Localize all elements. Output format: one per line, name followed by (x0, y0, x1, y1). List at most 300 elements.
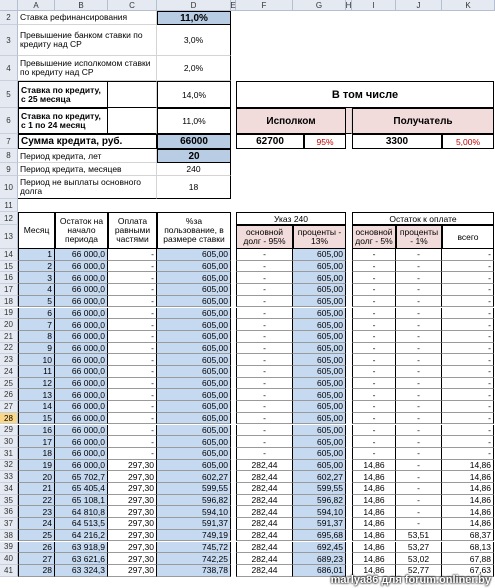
header-pct13[interactable]: проценты - 13% (293, 225, 346, 249)
cell-m[interactable]: 14 (18, 401, 55, 413)
row-header[interactable]: 19 (0, 308, 18, 320)
cell-c[interactable]: - (108, 261, 157, 273)
cell-f[interactable]: - (236, 366, 293, 378)
row-header[interactable]: 28 (0, 413, 18, 425)
header-month[interactable]: Месяц (18, 212, 55, 249)
column-header-5[interactable]: F (236, 0, 293, 11)
cell-j[interactable]: 52,77 (396, 565, 442, 577)
cell-m[interactable]: 28 (18, 565, 55, 577)
cell-i[interactable]: 14,86 (352, 460, 396, 472)
rate1-24-value[interactable]: 11,0% (157, 108, 231, 134)
cell-c[interactable]: - (108, 425, 157, 437)
cell-m[interactable]: 11 (18, 366, 55, 378)
cell-m[interactable]: 22 (18, 495, 55, 507)
cell-m[interactable]: 25 (18, 530, 55, 542)
cell-g[interactable]: 599,55 (293, 483, 346, 495)
cell-c[interactable]: - (108, 448, 157, 460)
cell-f[interactable]: - (236, 413, 293, 425)
cell-i[interactable]: - (352, 296, 396, 308)
cell-f[interactable]: 282,44 (236, 530, 293, 542)
cell-f[interactable]: - (236, 296, 293, 308)
cell-k[interactable]: 14,86 (442, 518, 494, 530)
cell-j[interactable]: - (396, 389, 442, 401)
cell-b[interactable]: 66 000,0 (55, 413, 108, 425)
column-header-6[interactable]: G (293, 0, 346, 11)
cell-b[interactable]: 66 000,0 (55, 331, 108, 343)
cell-b[interactable]: 63 324,3 (55, 565, 108, 577)
cell-d[interactable]: 605,00 (157, 343, 231, 355)
cell-i[interactable]: 14,86 (352, 530, 396, 542)
cell-j[interactable]: - (396, 249, 442, 261)
rate25-value[interactable]: 14,0% (157, 81, 231, 108)
row-header[interactable]: 41 (0, 565, 18, 577)
header-total[interactable]: всего (442, 225, 494, 249)
cell-f[interactable]: - (236, 448, 293, 460)
cell-m[interactable]: 4 (18, 284, 55, 296)
cell-b[interactable]: 66 000,0 (55, 354, 108, 366)
column-header-10[interactable]: K (442, 0, 495, 11)
refinance-value[interactable]: 11,0% (157, 11, 231, 25)
row-header[interactable]: 4 (0, 56, 18, 81)
cell-f[interactable]: - (236, 249, 293, 261)
cell-i[interactable]: - (352, 331, 396, 343)
row-header[interactable]: 15 (0, 261, 18, 273)
cell-b[interactable]: 65 405,4 (55, 483, 108, 495)
cell-g[interactable]: 692,45 (293, 542, 346, 554)
cell-k[interactable]: - (442, 343, 494, 355)
cell-k[interactable]: - (442, 319, 494, 331)
cell-f[interactable]: 282,44 (236, 471, 293, 483)
cell-i[interactable]: - (352, 389, 396, 401)
incl-exec-pct[interactable]: 95% (304, 134, 346, 149)
header-main5[interactable]: основной долг - 5% (352, 225, 396, 249)
cell-b[interactable]: 64 513,5 (55, 518, 108, 530)
cell-k[interactable]: 67,88 (442, 553, 494, 565)
cell-g[interactable]: 605,00 (293, 343, 346, 355)
cell-j[interactable]: 53,02 (396, 553, 442, 565)
cell-k[interactable]: - (442, 378, 494, 390)
cell-c[interactable]: - (108, 378, 157, 390)
cell-g[interactable]: 605,00 (293, 331, 346, 343)
row-header[interactable]: 27 (0, 401, 18, 413)
cell-b[interactable]: 65 702,7 (55, 471, 108, 483)
cell-k[interactable]: - (442, 366, 494, 378)
column-header-2[interactable]: C (108, 0, 157, 11)
cell-b[interactable]: 66 000,0 (55, 261, 108, 273)
cell-d[interactable]: 599,55 (157, 483, 231, 495)
cell-g[interactable]: 605,00 (293, 319, 346, 331)
cell-g[interactable]: 605,00 (293, 460, 346, 472)
cell-g[interactable]: 594,10 (293, 506, 346, 518)
cell-g[interactable]: 605,00 (293, 389, 346, 401)
cell-c[interactable]: - (108, 354, 157, 366)
row-header[interactable]: 8 (0, 149, 18, 163)
cell-i[interactable]: - (352, 366, 396, 378)
cell-i[interactable]: - (352, 343, 396, 355)
cell-f[interactable]: - (236, 354, 293, 366)
cell-k[interactable]: - (442, 296, 494, 308)
cell-k[interactable]: - (442, 261, 494, 273)
row-header[interactable]: 16 (0, 272, 18, 284)
row-header[interactable]: 9 (0, 163, 18, 176)
cell-d[interactable]: 749,19 (157, 530, 231, 542)
cell-g[interactable]: 596,82 (293, 495, 346, 507)
cell-k[interactable]: 14,86 (442, 471, 494, 483)
row-header[interactable]: 25 (0, 378, 18, 390)
cell-k[interactable]: - (442, 272, 494, 284)
column-header-0[interactable]: A (18, 0, 55, 11)
cell-b[interactable]: 66 000,0 (55, 366, 108, 378)
cell-j[interactable]: - (396, 413, 442, 425)
row-header[interactable]: 35 (0, 495, 18, 507)
cell-b[interactable]: 66 000,0 (55, 436, 108, 448)
period-months-label[interactable]: Период кредита, месяцев (18, 163, 157, 176)
cell-j[interactable]: - (396, 518, 442, 530)
row-header[interactable]: 39 (0, 542, 18, 554)
cell-b[interactable]: 66 000,0 (55, 272, 108, 284)
header-balance[interactable]: Остаток на начало периода (55, 212, 108, 249)
cell-d[interactable]: 605,00 (157, 261, 231, 273)
cell-c[interactable]: - (108, 284, 157, 296)
cell-k[interactable]: 14,86 (442, 460, 494, 472)
cell-i[interactable]: - (352, 308, 396, 320)
cell-i[interactable]: 14,86 (352, 565, 396, 577)
column-header-4[interactable]: E (230, 0, 236, 10)
cell-d[interactable]: 605,00 (157, 436, 231, 448)
cell-m[interactable]: 9 (18, 343, 55, 355)
cell-b[interactable]: 65 108,1 (55, 495, 108, 507)
cell-d[interactable]: 745,72 (157, 542, 231, 554)
cell-g[interactable]: 686,01 (293, 565, 346, 577)
incl-recv-label[interactable]: Получатель (352, 108, 494, 134)
header-pct1[interactable]: проценты - 1% (396, 225, 442, 249)
row-header[interactable]: 20 (0, 319, 18, 331)
cell-d[interactable]: 596,82 (157, 495, 231, 507)
cell-i[interactable]: 14,86 (352, 542, 396, 554)
cell-f[interactable]: - (236, 378, 293, 390)
cell-i[interactable]: - (352, 401, 396, 413)
cell-j[interactable]: - (396, 483, 442, 495)
cell-b[interactable]: 66 000,0 (55, 401, 108, 413)
cell-d[interactable]: 605,00 (157, 401, 231, 413)
cell-m[interactable]: 27 (18, 553, 55, 565)
cell-g[interactable]: 602,27 (293, 471, 346, 483)
cell-g[interactable]: 605,00 (293, 448, 346, 460)
row-header[interactable]: 13 (0, 225, 18, 249)
cell-d[interactable]: 605,00 (157, 366, 231, 378)
cell-k[interactable]: - (442, 308, 494, 320)
row-header[interactable]: 6 (0, 108, 18, 134)
cell-d[interactable]: 605,00 (157, 308, 231, 320)
cell-d[interactable]: 605,00 (157, 272, 231, 284)
cell-m[interactable]: 21 (18, 483, 55, 495)
incl-recv-pct[interactable]: 5,00% (442, 134, 494, 149)
cell-m[interactable]: 19 (18, 460, 55, 472)
period-months-value[interactable]: 240 (157, 163, 231, 176)
cell-d[interactable]: 605,00 (157, 319, 231, 331)
header-remain[interactable]: Остаток к оплате (352, 212, 494, 225)
cell-g[interactable]: 605,00 (293, 249, 346, 261)
cell-f[interactable]: 282,44 (236, 542, 293, 554)
incl-title[interactable]: В том числе (236, 81, 494, 108)
cell-m[interactable]: 3 (18, 272, 55, 284)
cell-b[interactable]: 64 216,2 (55, 530, 108, 542)
cell-m[interactable]: 17 (18, 436, 55, 448)
header-interest[interactable]: %за пользование, в размере ставки (157, 212, 231, 249)
cell-b[interactable]: 66 000,0 (55, 425, 108, 437)
cell-f[interactable]: 282,44 (236, 518, 293, 530)
cell-m[interactable]: 5 (18, 296, 55, 308)
row-header[interactable]: 37 (0, 518, 18, 530)
cell-i[interactable]: 14,86 (352, 483, 396, 495)
cell-m[interactable]: 10 (18, 354, 55, 366)
cell-g[interactable]: 605,00 (293, 354, 346, 366)
cell-g[interactable]: 605,00 (293, 261, 346, 273)
cell-j[interactable]: - (396, 366, 442, 378)
cell-k[interactable]: - (442, 413, 494, 425)
cell-m[interactable]: 2 (18, 261, 55, 273)
cell-c[interactable]: 297,30 (108, 506, 157, 518)
cell-m[interactable]: 12 (18, 378, 55, 390)
cell-j[interactable]: - (396, 378, 442, 390)
cell-g[interactable]: 605,00 (293, 284, 346, 296)
row-header[interactable]: 12 (0, 212, 18, 225)
cell-j[interactable]: 53,51 (396, 530, 442, 542)
cell-c[interactable]: - (108, 272, 157, 284)
row-header[interactable]: 3 (0, 25, 18, 56)
cell-c[interactable]: - (108, 308, 157, 320)
cell-j[interactable]: - (396, 261, 442, 273)
cell-i[interactable]: - (352, 413, 396, 425)
cell-f[interactable]: - (236, 343, 293, 355)
cell-k[interactable]: - (442, 284, 494, 296)
cell-j[interactable]: - (396, 436, 442, 448)
rate1-24-label[interactable]: Ставка по кредиту, с 1 по 24 месяц (18, 108, 108, 134)
cell-d[interactable]: 605,00 (157, 425, 231, 437)
cell-k[interactable]: 68,37 (442, 530, 494, 542)
cell-d[interactable]: 605,00 (157, 249, 231, 261)
cell-d[interactable]: 605,00 (157, 378, 231, 390)
cell-k[interactable]: - (442, 331, 494, 343)
cell-b[interactable]: 66 000,0 (55, 249, 108, 261)
cell-b[interactable]: 63 621,6 (55, 553, 108, 565)
cell-f[interactable]: - (236, 308, 293, 320)
cell-c[interactable]: - (108, 249, 157, 261)
row-header[interactable]: 33 (0, 471, 18, 483)
cell-m[interactable]: 6 (18, 308, 55, 320)
row-header[interactable]: 2 (0, 11, 18, 25)
cell-f[interactable]: - (236, 272, 293, 284)
cell-f[interactable]: 282,44 (236, 483, 293, 495)
cell-b[interactable]: 66 000,0 (55, 319, 108, 331)
row-header[interactable]: 38 (0, 530, 18, 542)
cell-f[interactable]: - (236, 319, 293, 331)
cell-j[interactable]: - (396, 401, 442, 413)
row-header[interactable]: 34 (0, 483, 18, 495)
rate1-24-spacer[interactable] (108, 108, 157, 134)
cell-i[interactable]: 14,86 (352, 506, 396, 518)
row-header[interactable]: 31 (0, 448, 18, 460)
column-header-3[interactable]: D (157, 0, 231, 11)
row-header[interactable]: 5 (0, 81, 18, 108)
cell-c[interactable]: - (108, 413, 157, 425)
cell-d[interactable]: 605,00 (157, 354, 231, 366)
cell-b[interactable]: 66 000,0 (55, 378, 108, 390)
cell-f[interactable]: - (236, 284, 293, 296)
cell-k[interactable]: - (442, 354, 494, 366)
row-header[interactable]: 40 (0, 553, 18, 565)
row-header[interactable]: 22 (0, 343, 18, 355)
cell-m[interactable]: 18 (18, 448, 55, 460)
cell-f[interactable]: - (236, 425, 293, 437)
cell-b[interactable]: 66 000,0 (55, 284, 108, 296)
cell-m[interactable]: 26 (18, 542, 55, 554)
column-header-7[interactable]: H (345, 0, 352, 10)
cell-m[interactable]: 7 (18, 319, 55, 331)
exec-excess-label[interactable]: Превышение исполкомом ставки по кредиту над СР (18, 56, 157, 81)
cell-f[interactable]: - (236, 436, 293, 448)
cell-k[interactable]: 67,63 (442, 565, 494, 577)
cell-f[interactable]: 282,44 (236, 506, 293, 518)
cell-c[interactable]: - (108, 366, 157, 378)
cell-d[interactable]: 605,00 (157, 331, 231, 343)
cell-g[interactable]: 605,00 (293, 272, 346, 284)
cell-g[interactable]: 695,68 (293, 530, 346, 542)
column-header-8[interactable]: I (352, 0, 396, 11)
cell-i[interactable]: - (352, 354, 396, 366)
cell-j[interactable]: - (396, 331, 442, 343)
exec-excess-value[interactable]: 2,0% (157, 56, 231, 81)
cell-j[interactable]: - (396, 506, 442, 518)
cell-k[interactable]: - (442, 249, 494, 261)
cell-i[interactable]: - (352, 261, 396, 273)
cell-j[interactable]: - (396, 495, 442, 507)
cell-k[interactable]: - (442, 448, 494, 460)
cell-j[interactable]: - (396, 471, 442, 483)
cell-b[interactable]: 63 918,9 (55, 542, 108, 554)
cell-j[interactable]: - (396, 296, 442, 308)
header-decree[interactable]: Указ 240 (236, 212, 346, 225)
cell-b[interactable]: 66 000,0 (55, 460, 108, 472)
cell-m[interactable]: 20 (18, 471, 55, 483)
cell-k[interactable]: 14,86 (442, 495, 494, 507)
cell-c[interactable]: 297,30 (108, 460, 157, 472)
cell-j[interactable]: - (396, 308, 442, 320)
cell-b[interactable]: 66 000,0 (55, 389, 108, 401)
row-header[interactable]: 7 (0, 134, 18, 149)
cell-j[interactable]: - (396, 460, 442, 472)
cell-c[interactable]: 297,30 (108, 495, 157, 507)
cell-g[interactable]: 605,00 (293, 401, 346, 413)
cell-m[interactable]: 1 (18, 249, 55, 261)
row-header[interactable]: 32 (0, 460, 18, 472)
cell-k[interactable]: - (442, 436, 494, 448)
cell-j[interactable]: - (396, 319, 442, 331)
cell-c[interactable]: 297,30 (108, 565, 157, 577)
grace-label[interactable]: Период не выплаты основного долга (18, 176, 157, 199)
grace-value[interactable]: 18 (157, 176, 231, 199)
cell-k[interactable]: - (442, 425, 494, 437)
cell-i[interactable]: - (352, 249, 396, 261)
loan-sum-value[interactable]: 66000 (157, 134, 231, 149)
cell-k[interactable]: - (442, 389, 494, 401)
cell-i[interactable]: - (352, 448, 396, 460)
cell-f[interactable]: 282,44 (236, 495, 293, 507)
cell-g[interactable]: 605,00 (293, 366, 346, 378)
row-header[interactable]: 10 (0, 176, 18, 199)
cell-j[interactable]: - (396, 272, 442, 284)
cell-j[interactable]: - (396, 448, 442, 460)
cell-k[interactable]: 14,86 (442, 506, 494, 518)
cell-d[interactable]: 605,00 (157, 284, 231, 296)
cell-c[interactable]: - (108, 319, 157, 331)
cell-d[interactable]: 605,00 (157, 296, 231, 308)
cell-b[interactable]: 66 000,0 (55, 296, 108, 308)
cell-c[interactable]: 297,30 (108, 542, 157, 554)
row-header[interactable]: 17 (0, 284, 18, 296)
select-all-corner[interactable] (0, 0, 18, 11)
cell-j[interactable]: - (396, 343, 442, 355)
cell-c[interactable]: 297,30 (108, 518, 157, 530)
cell-d[interactable]: 594,10 (157, 506, 231, 518)
row-header[interactable]: 14 (0, 249, 18, 261)
cell-f[interactable]: 282,44 (236, 565, 293, 577)
cell-f[interactable]: - (236, 261, 293, 273)
cell-f[interactable]: - (236, 389, 293, 401)
cell-c[interactable]: - (108, 331, 157, 343)
cell-i[interactable]: 14,86 (352, 471, 396, 483)
cell-m[interactable]: 15 (18, 413, 55, 425)
incl-exec-label[interactable]: Исполком (236, 108, 346, 134)
cell-j[interactable]: - (396, 284, 442, 296)
cell-i[interactable]: 14,86 (352, 553, 396, 565)
header-main95[interactable]: основной долг - 95% (236, 225, 293, 249)
cell-j[interactable]: 53,27 (396, 542, 442, 554)
cell-d[interactable]: 605,00 (157, 448, 231, 460)
cell-i[interactable]: - (352, 436, 396, 448)
header-equal[interactable]: Оплата равными частями (108, 212, 157, 249)
cell-d[interactable]: 591,37 (157, 518, 231, 530)
cell-g[interactable]: 605,00 (293, 378, 346, 390)
cell-g[interactable]: 605,00 (293, 413, 346, 425)
cell-m[interactable]: 8 (18, 331, 55, 343)
rate25-spacer[interactable] (108, 81, 157, 108)
row-header[interactable]: 30 (0, 436, 18, 448)
cell-c[interactable]: - (108, 401, 157, 413)
cell-m[interactable]: 13 (18, 389, 55, 401)
bank-excess-label[interactable]: Превышение банком ставки по кредиту над СР (18, 25, 157, 56)
cell-g[interactable]: 605,00 (293, 308, 346, 320)
cell-i[interactable]: - (352, 319, 396, 331)
cell-c[interactable]: 297,30 (108, 553, 157, 565)
cell-i[interactable]: - (352, 284, 396, 296)
cell-g[interactable]: 591,37 (293, 518, 346, 530)
cell-k[interactable]: - (442, 401, 494, 413)
cell-d[interactable]: 605,00 (157, 460, 231, 472)
cell-d[interactable]: 602,27 (157, 471, 231, 483)
row-header[interactable]: 21 (0, 331, 18, 343)
row-header[interactable]: 11 (0, 199, 18, 212)
row-header[interactable]: 24 (0, 366, 18, 378)
cell-k[interactable]: 68,13 (442, 542, 494, 554)
cell-i[interactable]: 14,86 (352, 495, 396, 507)
cell-c[interactable]: - (108, 296, 157, 308)
incl-exec-sum[interactable]: 62700 (236, 134, 304, 149)
cell-d[interactable]: 605,00 (157, 413, 231, 425)
cell-g[interactable]: 605,00 (293, 436, 346, 448)
row-header[interactable]: 36 (0, 506, 18, 518)
loan-sum-label[interactable]: Сумма кредита, руб. (18, 134, 157, 149)
